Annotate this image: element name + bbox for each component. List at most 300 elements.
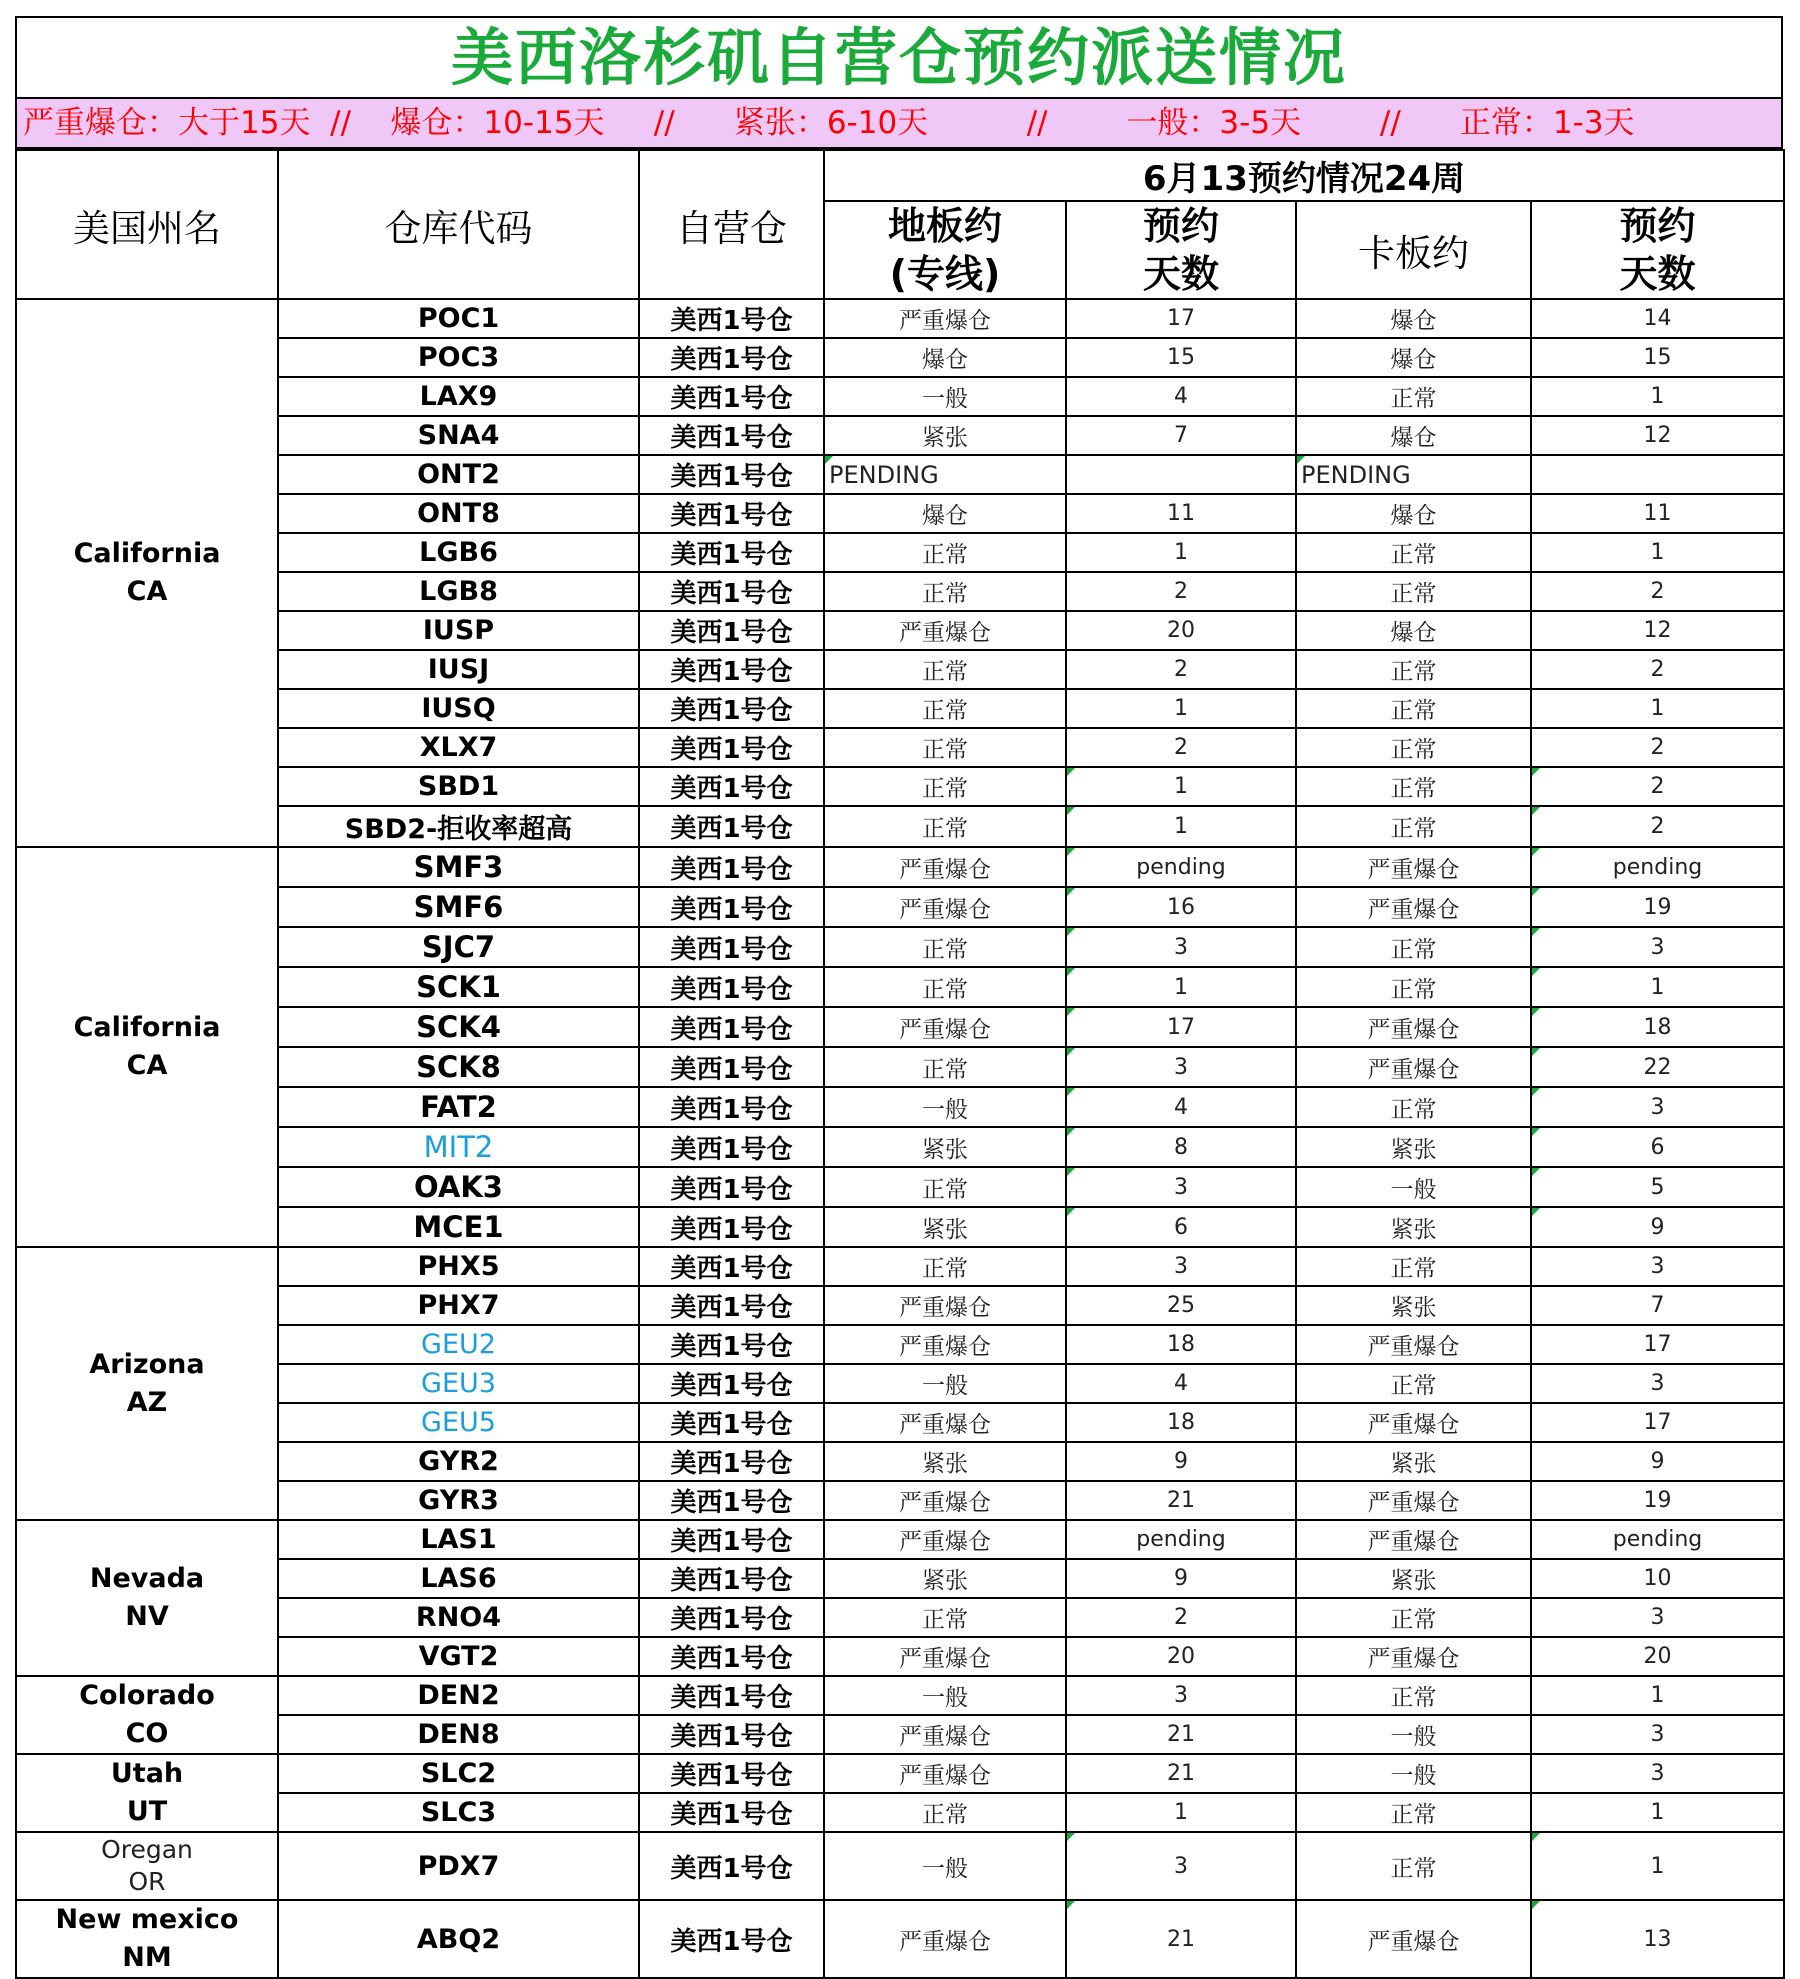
- pallet-days: 2: [1531, 650, 1784, 689]
- header-pallet: 卡板约: [1296, 201, 1531, 299]
- warehouse-name: 美西1号仓: [639, 1364, 824, 1403]
- pallet-days: 2: [1531, 572, 1784, 611]
- floor-days: 1: [1066, 1793, 1296, 1832]
- pallet-status: 正常: [1296, 1832, 1531, 1900]
- pallet-days: 6: [1531, 1127, 1784, 1167]
- table-row: [16, 1364, 1784, 1403]
- table-row: [16, 1676, 1784, 1715]
- floor-status: 严重爆仓: [824, 1325, 1066, 1364]
- header-days1-label: 预约: [1142, 204, 1219, 248]
- state-cell: [16, 1520, 278, 1676]
- floor-days: 15: [1066, 338, 1296, 377]
- pallet-status: 正常: [1296, 767, 1531, 806]
- header-days2: [1531, 201, 1784, 299]
- floor-status: 严重爆仓: [824, 299, 1066, 338]
- pallet-days: 9: [1531, 1442, 1784, 1481]
- pallet-status: 一般: [1296, 1167, 1531, 1207]
- pallet-status: 紧张: [1296, 1286, 1531, 1325]
- floor-status: 正常: [824, 1793, 1066, 1832]
- table-row: [16, 1637, 1784, 1676]
- pallet-days: 2: [1531, 806, 1784, 847]
- pallet-days: 19: [1531, 1481, 1784, 1520]
- header-days1-sub: 天数: [1142, 252, 1219, 296]
- warehouse-name: 美西1号仓: [639, 1087, 824, 1127]
- warehouse-name: 美西1号仓: [639, 1403, 824, 1442]
- pallet-days: pending: [1531, 847, 1784, 887]
- floor-status: 一般: [824, 1364, 1066, 1403]
- floor-status: 正常: [824, 533, 1066, 572]
- floor-days: 2: [1066, 1598, 1296, 1637]
- pallet-days: 10: [1531, 1559, 1784, 1598]
- warehouse-name: 美西1号仓: [639, 1900, 824, 1978]
- floor-days: 21: [1066, 1900, 1296, 1978]
- warehouse-name: 美西1号仓: [639, 416, 824, 455]
- floor-days: pending: [1066, 847, 1296, 887]
- floor-days: 18: [1066, 1325, 1296, 1364]
- floor-status: 正常: [824, 967, 1066, 1007]
- warehouse-name: 美西1号仓: [639, 887, 824, 927]
- floor-days: 4: [1066, 377, 1296, 416]
- state-name: Utah: [110, 1758, 184, 1789]
- table-row: [16, 887, 1784, 927]
- warehouse-code: PDX7: [278, 1832, 639, 1900]
- pallet-status: 正常: [1296, 1364, 1531, 1403]
- pallet-status: 严重爆仓: [1296, 847, 1531, 887]
- pallet-status: 正常: [1296, 572, 1531, 611]
- table-row: [16, 1403, 1784, 1442]
- header-floor: [824, 201, 1066, 299]
- warehouse-name: 美西1号仓: [639, 1832, 824, 1900]
- pallet-days: 3: [1531, 1247, 1784, 1286]
- header-code: 仓库代码: [278, 150, 639, 299]
- pallet-days: 1: [1531, 1676, 1784, 1715]
- warehouse-name: 美西1号仓: [639, 494, 824, 533]
- floor-days: pending: [1066, 1520, 1296, 1559]
- table-row: [16, 1520, 1784, 1559]
- pallet-status: 严重爆仓: [1296, 1325, 1531, 1364]
- warehouse-code: SLC3: [278, 1793, 639, 1832]
- pallet-status: 严重爆仓: [1296, 1900, 1531, 1978]
- header-floor-label: 地板约: [887, 204, 1002, 248]
- table-row: [16, 1087, 1784, 1127]
- floor-days: 18: [1066, 1403, 1296, 1442]
- pallet-days: 9: [1531, 1207, 1784, 1247]
- pallet-status: 一般: [1296, 1754, 1531, 1793]
- state-abbr: CO: [125, 1718, 169, 1749]
- table-row: [16, 728, 1784, 767]
- pallet-days: 2: [1531, 767, 1784, 806]
- floor-status: 严重爆仓: [824, 847, 1066, 887]
- warehouse-name: 美西1号仓: [639, 338, 824, 377]
- floor-days: [1066, 455, 1296, 494]
- table-row: [16, 1442, 1784, 1481]
- warehouse-code: GYR2: [278, 1442, 639, 1481]
- sheet-title: 美西洛杉矶自营仓预约派送情况: [15, 16, 1783, 97]
- floor-days: 20: [1066, 1637, 1296, 1676]
- state-cell: [16, 1754, 278, 1832]
- pallet-status: 紧张: [1296, 1442, 1531, 1481]
- floor-days: 1: [1066, 806, 1296, 847]
- floor-days: 2: [1066, 572, 1296, 611]
- state-abbr: UT: [126, 1796, 168, 1827]
- warehouse-code: SBD1: [278, 767, 639, 806]
- pallet-status: 爆仓: [1296, 338, 1531, 377]
- warehouse-name: 美西1号仓: [639, 1127, 824, 1167]
- floor-days: 3: [1066, 1167, 1296, 1207]
- warehouse-code: LGB6: [278, 533, 639, 572]
- pallet-days: 17: [1531, 1403, 1784, 1442]
- pallet-days: 1: [1531, 1832, 1784, 1900]
- pallet-status: 紧张: [1296, 1127, 1531, 1167]
- table-row: [16, 1598, 1784, 1637]
- table-row: [16, 806, 1784, 847]
- warehouse-code: SMF6: [278, 887, 639, 927]
- table-row: [16, 1207, 1784, 1247]
- state-cell: [16, 1676, 278, 1754]
- floor-days: 2: [1066, 650, 1296, 689]
- warehouse-code: XLX7: [278, 728, 639, 767]
- state-cell: [16, 1247, 278, 1520]
- table-row: [16, 494, 1784, 533]
- pallet-days: 19: [1531, 887, 1784, 927]
- warehouse-code: LAS1: [278, 1520, 639, 1559]
- warehouse-code: DEN8: [278, 1715, 639, 1754]
- floor-status: 严重爆仓: [824, 1481, 1066, 1520]
- floor-status: 正常: [824, 1247, 1066, 1286]
- table-row: [16, 1325, 1784, 1364]
- pallet-status: 正常: [1296, 1247, 1531, 1286]
- floor-days: 17: [1066, 1007, 1296, 1047]
- floor-status: 紧张: [824, 416, 1066, 455]
- warehouse-name: 美西1号仓: [639, 1007, 824, 1047]
- header-days2-sub: 天数: [1619, 252, 1696, 296]
- state-name: Arizona: [89, 1348, 205, 1380]
- pallet-status: 严重爆仓: [1296, 1047, 1531, 1087]
- floor-status: 紧张: [824, 1207, 1066, 1247]
- warehouse-code: PHX7: [278, 1286, 639, 1325]
- floor-status: 正常: [824, 1598, 1066, 1637]
- state-abbr: NV: [125, 1601, 169, 1632]
- floor-days: 3: [1066, 1047, 1296, 1087]
- warehouse-code: SCK4: [278, 1007, 639, 1047]
- floor-status: 正常: [824, 767, 1066, 806]
- table-row: [16, 377, 1784, 416]
- warehouse-code: IUSQ: [278, 689, 639, 728]
- warehouse-name: 美西1号仓: [639, 728, 824, 767]
- floor-days: 3: [1066, 1832, 1296, 1900]
- floor-status: 严重爆仓: [824, 1754, 1066, 1793]
- pallet-status: 正常: [1296, 806, 1531, 847]
- pallet-status: 紧张: [1296, 1207, 1531, 1247]
- pallet-status: 爆仓: [1296, 611, 1531, 650]
- floor-status: 严重爆仓: [824, 611, 1066, 650]
- header-warehouse: 自营仓: [639, 150, 824, 299]
- floor-status: 紧张: [824, 1559, 1066, 1598]
- pallet-status: 紧张: [1296, 1559, 1531, 1598]
- floor-days: 21: [1066, 1715, 1296, 1754]
- warehouse-name: 美西1号仓: [639, 1520, 824, 1559]
- pallet-days: 3: [1531, 1087, 1784, 1127]
- floor-status: 一般: [824, 1087, 1066, 1127]
- table-row: [16, 416, 1784, 455]
- floor-status: 正常: [824, 572, 1066, 611]
- warehouse-name: 美西1号仓: [639, 847, 824, 887]
- warehouse-name: 美西1号仓: [639, 1559, 824, 1598]
- pallet-days: 1: [1531, 689, 1784, 728]
- floor-status: 严重爆仓: [824, 1286, 1066, 1325]
- floor-days: 21: [1066, 1481, 1296, 1520]
- floor-status: 正常: [824, 927, 1066, 967]
- warehouse-name: 美西1号仓: [639, 1325, 824, 1364]
- warehouse-code: RNO4: [278, 1598, 639, 1637]
- warehouse-name: 美西1号仓: [639, 611, 824, 650]
- pallet-days: 13: [1531, 1900, 1784, 1978]
- warehouse-name: 美西1号仓: [639, 927, 824, 967]
- warehouse-name: 美西1号仓: [639, 650, 824, 689]
- floor-days: 1: [1066, 689, 1296, 728]
- warehouse-name: 美西1号仓: [639, 806, 824, 847]
- warehouse-code: SCK8: [278, 1047, 639, 1087]
- warehouse-code: MCE1: [278, 1207, 639, 1247]
- pallet-days: 3: [1531, 1715, 1784, 1754]
- header-floor-sub: (专线): [889, 252, 1001, 296]
- header-days1: [1066, 201, 1296, 299]
- warehouse-code: LAX9: [278, 377, 639, 416]
- pallet-status: 爆仓: [1296, 494, 1531, 533]
- floor-status: 一般: [824, 1832, 1066, 1900]
- warehouse-code: FAT2: [278, 1087, 639, 1127]
- pallet-status: 正常: [1296, 1598, 1531, 1637]
- warehouse-name: 美西1号仓: [639, 1247, 824, 1286]
- pallet-days: 17: [1531, 1325, 1784, 1364]
- warehouse-code: GEU5: [278, 1403, 639, 1442]
- floor-status: 严重爆仓: [824, 1637, 1066, 1676]
- table-row: [16, 1754, 1784, 1793]
- pallet-days: 3: [1531, 927, 1784, 967]
- warehouse-name: 美西1号仓: [639, 689, 824, 728]
- pallet-days: 12: [1531, 611, 1784, 650]
- warehouse-name: 美西1号仓: [639, 1676, 824, 1715]
- state-cell: [16, 1900, 278, 1978]
- pallet-status: 严重爆仓: [1296, 1520, 1531, 1559]
- floor-days: 17: [1066, 299, 1296, 338]
- warehouse-code: IUSJ: [278, 650, 639, 689]
- floor-days: 3: [1066, 927, 1296, 967]
- pallet-days: 1: [1531, 377, 1784, 416]
- warehouse-name: 美西1号仓: [639, 299, 824, 338]
- pallet-days: 20: [1531, 1637, 1784, 1676]
- floor-status: 正常: [824, 689, 1066, 728]
- warehouse-code: LGB8: [278, 572, 639, 611]
- state-cell: [16, 299, 278, 847]
- pallet-days: 1: [1531, 1793, 1784, 1832]
- warehouse-name: 美西1号仓: [639, 1793, 824, 1832]
- pallet-status: 正常: [1296, 967, 1531, 1007]
- floor-days: 25: [1066, 1286, 1296, 1325]
- pallet-days: 18: [1531, 1007, 1784, 1047]
- table-row: [16, 572, 1784, 611]
- state-abbr: OR: [128, 1867, 166, 1896]
- state-abbr: AZ: [126, 1386, 168, 1418]
- pallet-days: 3: [1531, 1598, 1784, 1637]
- table-row: [16, 1247, 1784, 1286]
- floor-days: 4: [1066, 1087, 1296, 1127]
- warehouse-name: 美西1号仓: [639, 1481, 824, 1520]
- pallet-status: 严重爆仓: [1296, 1481, 1531, 1520]
- table-row: [16, 1715, 1784, 1754]
- table-row: [16, 533, 1784, 572]
- warehouse-code: OAK3: [278, 1167, 639, 1207]
- floor-days: 1: [1066, 533, 1296, 572]
- floor-status: 严重爆仓: [824, 1520, 1066, 1559]
- floor-status: 正常: [824, 650, 1066, 689]
- table-row: [16, 1286, 1784, 1325]
- table-row: [16, 689, 1784, 728]
- table-row: [16, 1832, 1784, 1900]
- pallet-days: 12: [1531, 416, 1784, 455]
- floor-status: 爆仓: [824, 338, 1066, 377]
- warehouse-name: 美西1号仓: [639, 1207, 824, 1247]
- floor-days: 1: [1066, 967, 1296, 1007]
- floor-status: 紧张: [824, 1127, 1066, 1167]
- table-row: [16, 927, 1784, 967]
- header-state: 美国州名: [16, 150, 278, 299]
- warehouse-code: SLC2: [278, 1754, 639, 1793]
- warehouse-code: SBD2-拒收率超高: [278, 806, 639, 847]
- floor-days: 4: [1066, 1364, 1296, 1403]
- warehouse-code: MIT2: [278, 1127, 639, 1167]
- pallet-status: 严重爆仓: [1296, 1637, 1531, 1676]
- pallet-status: PENDING: [1296, 455, 1531, 494]
- floor-days: 6: [1066, 1207, 1296, 1247]
- state-name: California: [73, 1012, 221, 1043]
- pallet-days: 14: [1531, 299, 1784, 338]
- table-row: [16, 1047, 1784, 1087]
- pallet-status: 正常: [1296, 377, 1531, 416]
- warehouse-name: 美西1号仓: [639, 1754, 824, 1793]
- floor-status: 紧张: [824, 1442, 1066, 1481]
- pallet-days: 2: [1531, 728, 1784, 767]
- pallet-status: 正常: [1296, 533, 1531, 572]
- table-row: [16, 650, 1784, 689]
- warehouse-code: SJC7: [278, 927, 639, 967]
- pallet-days: pending: [1531, 1520, 1784, 1559]
- table-row: [16, 1793, 1784, 1832]
- state-abbr: CA: [126, 576, 168, 607]
- table-row: [16, 967, 1784, 1007]
- warehouse-code: PHX5: [278, 1247, 639, 1286]
- floor-status: 严重爆仓: [824, 1403, 1066, 1442]
- floor-status: 爆仓: [824, 494, 1066, 533]
- floor-days: 9: [1066, 1559, 1296, 1598]
- pallet-days: 22: [1531, 1047, 1784, 1087]
- warehouse-code: DEN2: [278, 1676, 639, 1715]
- table-row: [16, 1127, 1784, 1167]
- warehouse-name: 美西1号仓: [639, 533, 824, 572]
- floor-days: 3: [1066, 1676, 1296, 1715]
- warehouse-name: 美西1号仓: [639, 572, 824, 611]
- pallet-status: 正常: [1296, 689, 1531, 728]
- pallet-status: 爆仓: [1296, 299, 1531, 338]
- floor-status: 严重爆仓: [824, 1007, 1066, 1047]
- state-abbr: CA: [126, 1050, 168, 1081]
- pallet-status: 严重爆仓: [1296, 887, 1531, 927]
- pallet-status: 正常: [1296, 1676, 1531, 1715]
- floor-status: 严重爆仓: [824, 887, 1066, 927]
- warehouse-code: IUSP: [278, 611, 639, 650]
- warehouse-code: ONT8: [278, 494, 639, 533]
- warehouse-name: 美西1号仓: [639, 377, 824, 416]
- warehouse-code: ONT2: [278, 455, 639, 494]
- pallet-status: 正常: [1296, 927, 1531, 967]
- pallet-status: 一般: [1296, 1715, 1531, 1754]
- state-name: New mexico: [55, 1904, 239, 1935]
- table-row: [16, 611, 1784, 650]
- pallet-status: 正常: [1296, 728, 1531, 767]
- table-row: [16, 455, 1784, 494]
- pallet-status: 正常: [1296, 650, 1531, 689]
- pallet-status: 严重爆仓: [1296, 1007, 1531, 1047]
- warehouse-name: 美西1号仓: [639, 1167, 824, 1207]
- warehouse-name: 美西1号仓: [639, 1637, 824, 1676]
- table-row: [16, 299, 1784, 338]
- pallet-status: 爆仓: [1296, 416, 1531, 455]
- pallet-status: 严重爆仓: [1296, 1403, 1531, 1442]
- warehouse-name: 美西1号仓: [639, 767, 824, 806]
- warehouse-code: SMF3: [278, 847, 639, 887]
- floor-days: 20: [1066, 611, 1296, 650]
- state-name: Oregan: [101, 1835, 193, 1864]
- warehouse-name: 美西1号仓: [639, 1047, 824, 1087]
- pallet-days: 5: [1531, 1167, 1784, 1207]
- floor-days: 2: [1066, 728, 1296, 767]
- warehouse-code: GYR3: [278, 1481, 639, 1520]
- warehouse-code: SCK1: [278, 967, 639, 1007]
- floor-status: 严重爆仓: [824, 1900, 1066, 1978]
- floor-days: 9: [1066, 1442, 1296, 1481]
- table-row: [16, 847, 1784, 887]
- warehouse-code: LAS6: [278, 1559, 639, 1598]
- pallet-days: 1: [1531, 533, 1784, 572]
- appointment-table: [15, 149, 1785, 1979]
- floor-days: 7: [1066, 416, 1296, 455]
- pallet-days: 3: [1531, 1754, 1784, 1793]
- header-date-group: 6月13预约情况24周: [824, 150, 1784, 201]
- floor-days: 11: [1066, 494, 1296, 533]
- pallet-status: 正常: [1296, 1087, 1531, 1127]
- pallet-days: [1531, 455, 1784, 494]
- warehouse-name: 美西1号仓: [639, 967, 824, 1007]
- floor-status: 正常: [824, 728, 1066, 767]
- warehouse-code: GEU2: [278, 1325, 639, 1364]
- state-abbr: NM: [122, 1942, 172, 1973]
- warehouse-code: ABQ2: [278, 1900, 639, 1978]
- state-name: Nevada: [89, 1563, 205, 1594]
- state-name: Colorado: [79, 1680, 215, 1711]
- table-row: [16, 767, 1784, 806]
- warehouse-code: VGT2: [278, 1637, 639, 1676]
- floor-status: PENDING: [824, 455, 1066, 494]
- warehouse-code: GEU3: [278, 1364, 639, 1403]
- spreadsheet: [15, 16, 1783, 1979]
- pallet-days: 7: [1531, 1286, 1784, 1325]
- warehouse-code: POC1: [278, 299, 639, 338]
- table-row: [16, 1559, 1784, 1598]
- table-row: [16, 1481, 1784, 1520]
- floor-status: 一般: [824, 1676, 1066, 1715]
- floor-days: 1: [1066, 767, 1296, 806]
- warehouse-code: SNA4: [278, 416, 639, 455]
